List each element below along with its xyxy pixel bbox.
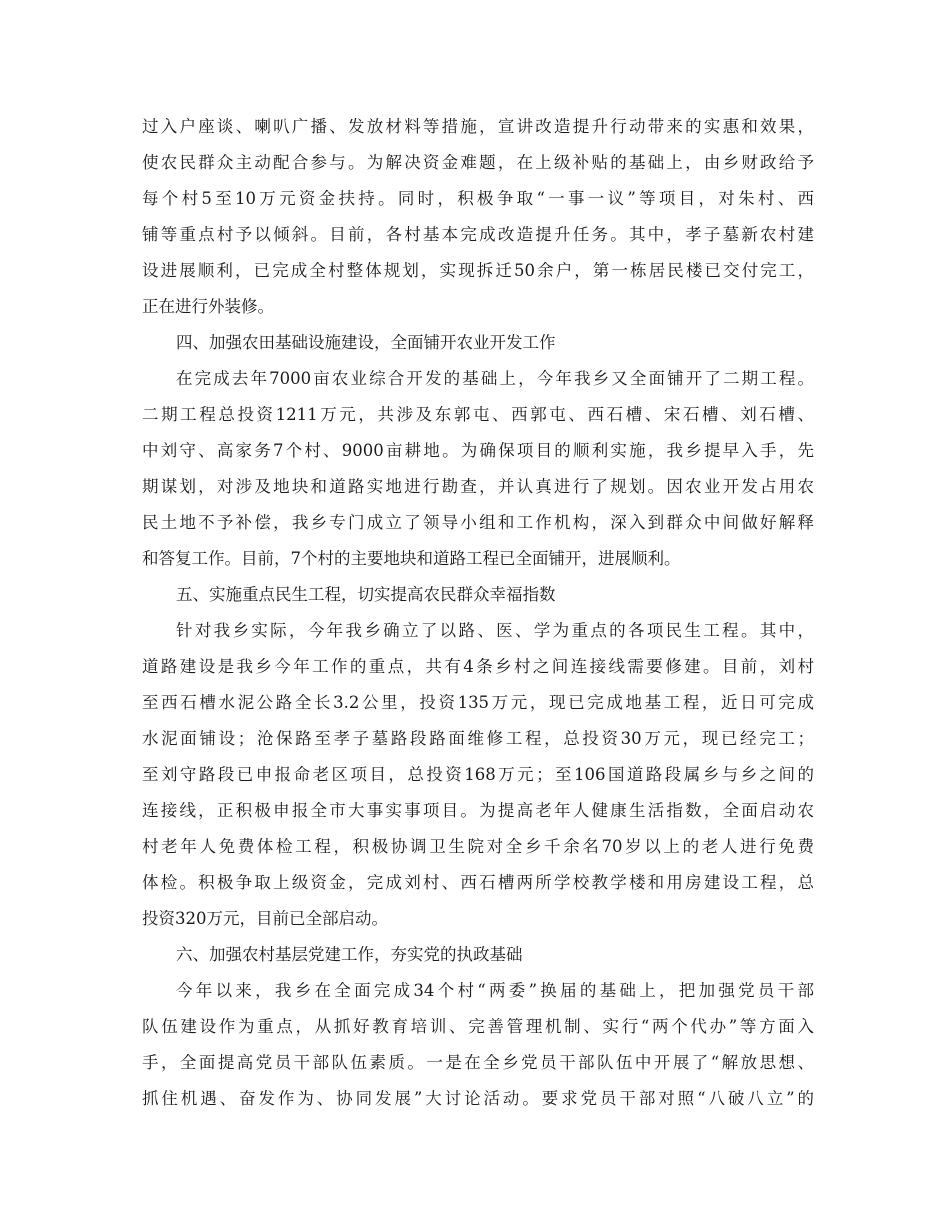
text-line: 针对我乡实际，今年我乡确立了以路、医、学为重点的各项民生工程。其中，: [176, 621, 814, 640]
text-line: 今年以来，我乡在全面完成34个村“两委”换届的基础上，把加强党员干部: [176, 981, 814, 1000]
text-line: 正在进行外装修。: [142, 297, 274, 316]
text-line: 期谋划，对涉及地块和道路实地进行勘查，并认真进行了规划。因农业开发占用农: [142, 477, 814, 496]
text-line: 过入户座谈、喇叭广播、发放材料等措施，宣讲改造提升行动带来的实惠和效果，: [142, 117, 814, 136]
text-line: 村老年人免费体检工程，积极协调卫生院对全乡千余名70岁以上的老人进行免费: [142, 837, 814, 856]
section-heading: 六、加强农村基层党建工作，夯实党的执政基础: [176, 945, 523, 964]
text-line: 二期工程总投资1211万元，共涉及东郭屯、西郭屯、西石槽、宋石槽、刘石槽、: [142, 405, 814, 424]
text-line: 连接线，正积极申报全市大事实事项目。为提高老年人健康生活指数，全面启动农: [142, 801, 814, 820]
text-line: 抓住机遇、奋发作为、协同发展”大讨论活动。要求党员干部对照“八破八立”的: [142, 1089, 814, 1108]
text-line: 在完成去年7000亩农业综合开发的基础上，今年我乡又全面铺开了二期工程。: [176, 369, 814, 388]
text-line: 使农民群众主动配合参与。为解决资金难题，在上级补贴的基础上，由乡财政给予: [142, 153, 814, 172]
text-line: 设进展顺利，已完成全村整体规划，实现拆迁50余户，第一栋居民楼已交付完工，: [142, 261, 814, 280]
text-line: 中刘守、高家务7个村、9000亩耕地。为确保项目的顺利实施，我乡提早入手，先: [142, 441, 814, 460]
text-line: 水泥面铺设；沧保路至孝子墓路段路面维修工程，总投资30万元，现已经完工；: [142, 729, 814, 748]
text-line: 队伍建设作为重点，从抓好教育培训、完善管理机制、实行“两个代办”等方面入: [142, 1017, 814, 1036]
section-heading: 五、实施重点民生工程，切实提高农民群众幸福指数: [176, 585, 556, 604]
text-line: 手，全面提高党员干部队伍素质。一是在全乡党员干部队伍中开展了“解放思想、: [142, 1053, 814, 1072]
text-line: 民土地不予补偿，我乡专门成立了领导小组和工作机构，深入到群众中间做好解释: [142, 513, 814, 532]
text-line: 铺等重点村予以倾斜。目前，各村基本完成改造提升任务。其中，孝子墓新农村建: [142, 225, 814, 244]
section-heading: 四、加强农田基础设施建设，全面铺开农业开发工作: [176, 333, 556, 352]
text-line: 至刘守路段已申报命老区项目，总投资168万元；至106国道路段属乡与乡之间的: [142, 765, 814, 784]
text-line: 和答复工作。目前，7个村的主要地块和道路工程已全面铺开，进展顺利。: [142, 549, 681, 568]
text-line: 每个村5至10万元资金扶持。同时，积极争取“一事一议”等项目，对朱村、西: [142, 189, 814, 208]
text-line: 体检。积极争取上级资金，完成刘村、西石槽两所学校教学楼和用房建设工程，总: [142, 873, 814, 892]
text-line: 至西石槽水泥公路全长3.2公里，投资135万元，现已完成地基工程，近日可完成: [142, 693, 814, 712]
text-line: 投资320万元，目前已全部启动。: [142, 909, 388, 928]
text-line: 道路建设是我乡今年工作的重点，共有4条乡村之间连接线需要修建。目前，刘村: [142, 657, 814, 676]
